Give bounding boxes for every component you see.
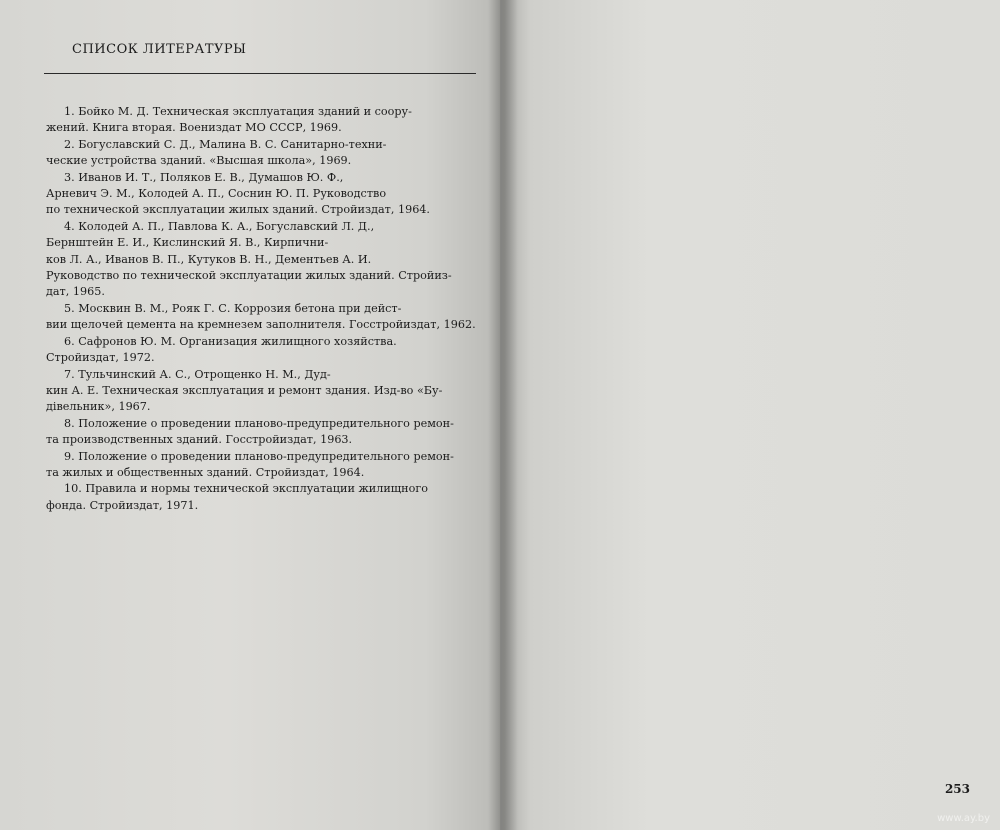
left-running-head: СПИСОК ЛИТЕРАТУРЫ bbox=[72, 42, 247, 57]
bibliography-line: 6. Сафронов Ю. М. Организация жилищного хозяйства. bbox=[64, 334, 397, 348]
bibliography-line: Стройиздат, 1972. bbox=[46, 351, 155, 365]
bibliography-entry bbox=[46, 334, 476, 367]
bibliography-entry bbox=[46, 219, 476, 301]
bibliography-entry bbox=[46, 449, 476, 482]
bibliography-entry bbox=[46, 301, 476, 334]
bibliography-entry bbox=[46, 367, 476, 416]
bibliography-line: фонда. Стройиздат, 1971. bbox=[46, 498, 199, 512]
bibliography-entry bbox=[46, 481, 476, 514]
bibliography-line: 9. Положение о проведении планово-предупредительного ремон- bbox=[64, 449, 454, 463]
book-gutter bbox=[488, 0, 518, 830]
bibliography-line: Арневич Э. М., Колодей А. П., Соснин Ю. П. Руководство bbox=[46, 187, 387, 201]
bibliography-line: 4. Колодей А. П., Павлова К. А., Богуславский Л. Д., bbox=[64, 219, 375, 233]
watermark-text: www.ay.by bbox=[937, 813, 990, 824]
right-page bbox=[500, 0, 1000, 830]
bibliography-line: 5. Москвин В. М., Рояк Г. С. Коррозия бетона при дейст- bbox=[64, 301, 402, 315]
bibliography-line: та производственных зданий. Госстройиздат, 1963. bbox=[46, 433, 353, 447]
bibliography-line: 1. Бойко М. Д. Техническая эксплуатация зданий и соору- bbox=[64, 105, 412, 118]
bibliography-line: та жилых и общественных зданий. Стройиздат, 1964. bbox=[46, 465, 365, 479]
bibliography-line: кин А. Е. Техническая эксплуатация и ремонт здания. Изд-во «Бу- bbox=[46, 383, 443, 397]
bibliography-entry bbox=[46, 137, 476, 170]
bibliography-line: 3. Иванов И. Т., Поляков Е. В., Думашов Ю. Ф., bbox=[64, 170, 344, 184]
bibliography-line: 2. Богуславский С. Д., Малина В. С. Санитарно-техни- bbox=[64, 137, 387, 151]
bibliography-line: Бернштейн Е. И., Кислинский Я. В., Кирпични- bbox=[46, 236, 329, 250]
bibliography-entry bbox=[46, 170, 476, 219]
bibliography-line: вии щелочей цемента на кремнезем заполнителя. Госстройиздат, 1962. bbox=[46, 318, 476, 332]
bibliography-list bbox=[46, 104, 476, 514]
bibliography-line: Руководство по технической эксплуатации жилых зданий. Стройиз- bbox=[46, 269, 452, 283]
bibliography-line: по технической эксплуатации жилых зданий. Стройиздат, 1964. bbox=[46, 203, 430, 217]
bibliography-line: ков Л. А., Иванов В. П., Кутуков В. Н., Дементьев А. И. bbox=[46, 252, 372, 266]
bibliography-line: 10. Правила и нормы технической эксплуатации жилищного bbox=[64, 482, 428, 496]
bibliography-line: дат, 1965. bbox=[46, 285, 105, 299]
bibliography-entry bbox=[46, 416, 476, 449]
bibliography-line: ческие устройства зданий. «Высшая школа», 1969. bbox=[46, 154, 352, 168]
bibliography-line: жений. Книга вторая. Воениздат МО СССР, 1969. bbox=[46, 121, 342, 135]
bibliography-line: 7. Тульчинский А. С., Отрощенко Н. М., Дуд- bbox=[64, 367, 331, 381]
bibliography-line: 8. Положение о проведении планово-предупредительного ремон- bbox=[64, 416, 454, 430]
bibliography-entry bbox=[46, 104, 476, 137]
bibliography-line: дівельник», 1967. bbox=[46, 400, 151, 414]
page-number: 253 bbox=[944, 782, 970, 796]
left-header-rule bbox=[44, 73, 476, 74]
